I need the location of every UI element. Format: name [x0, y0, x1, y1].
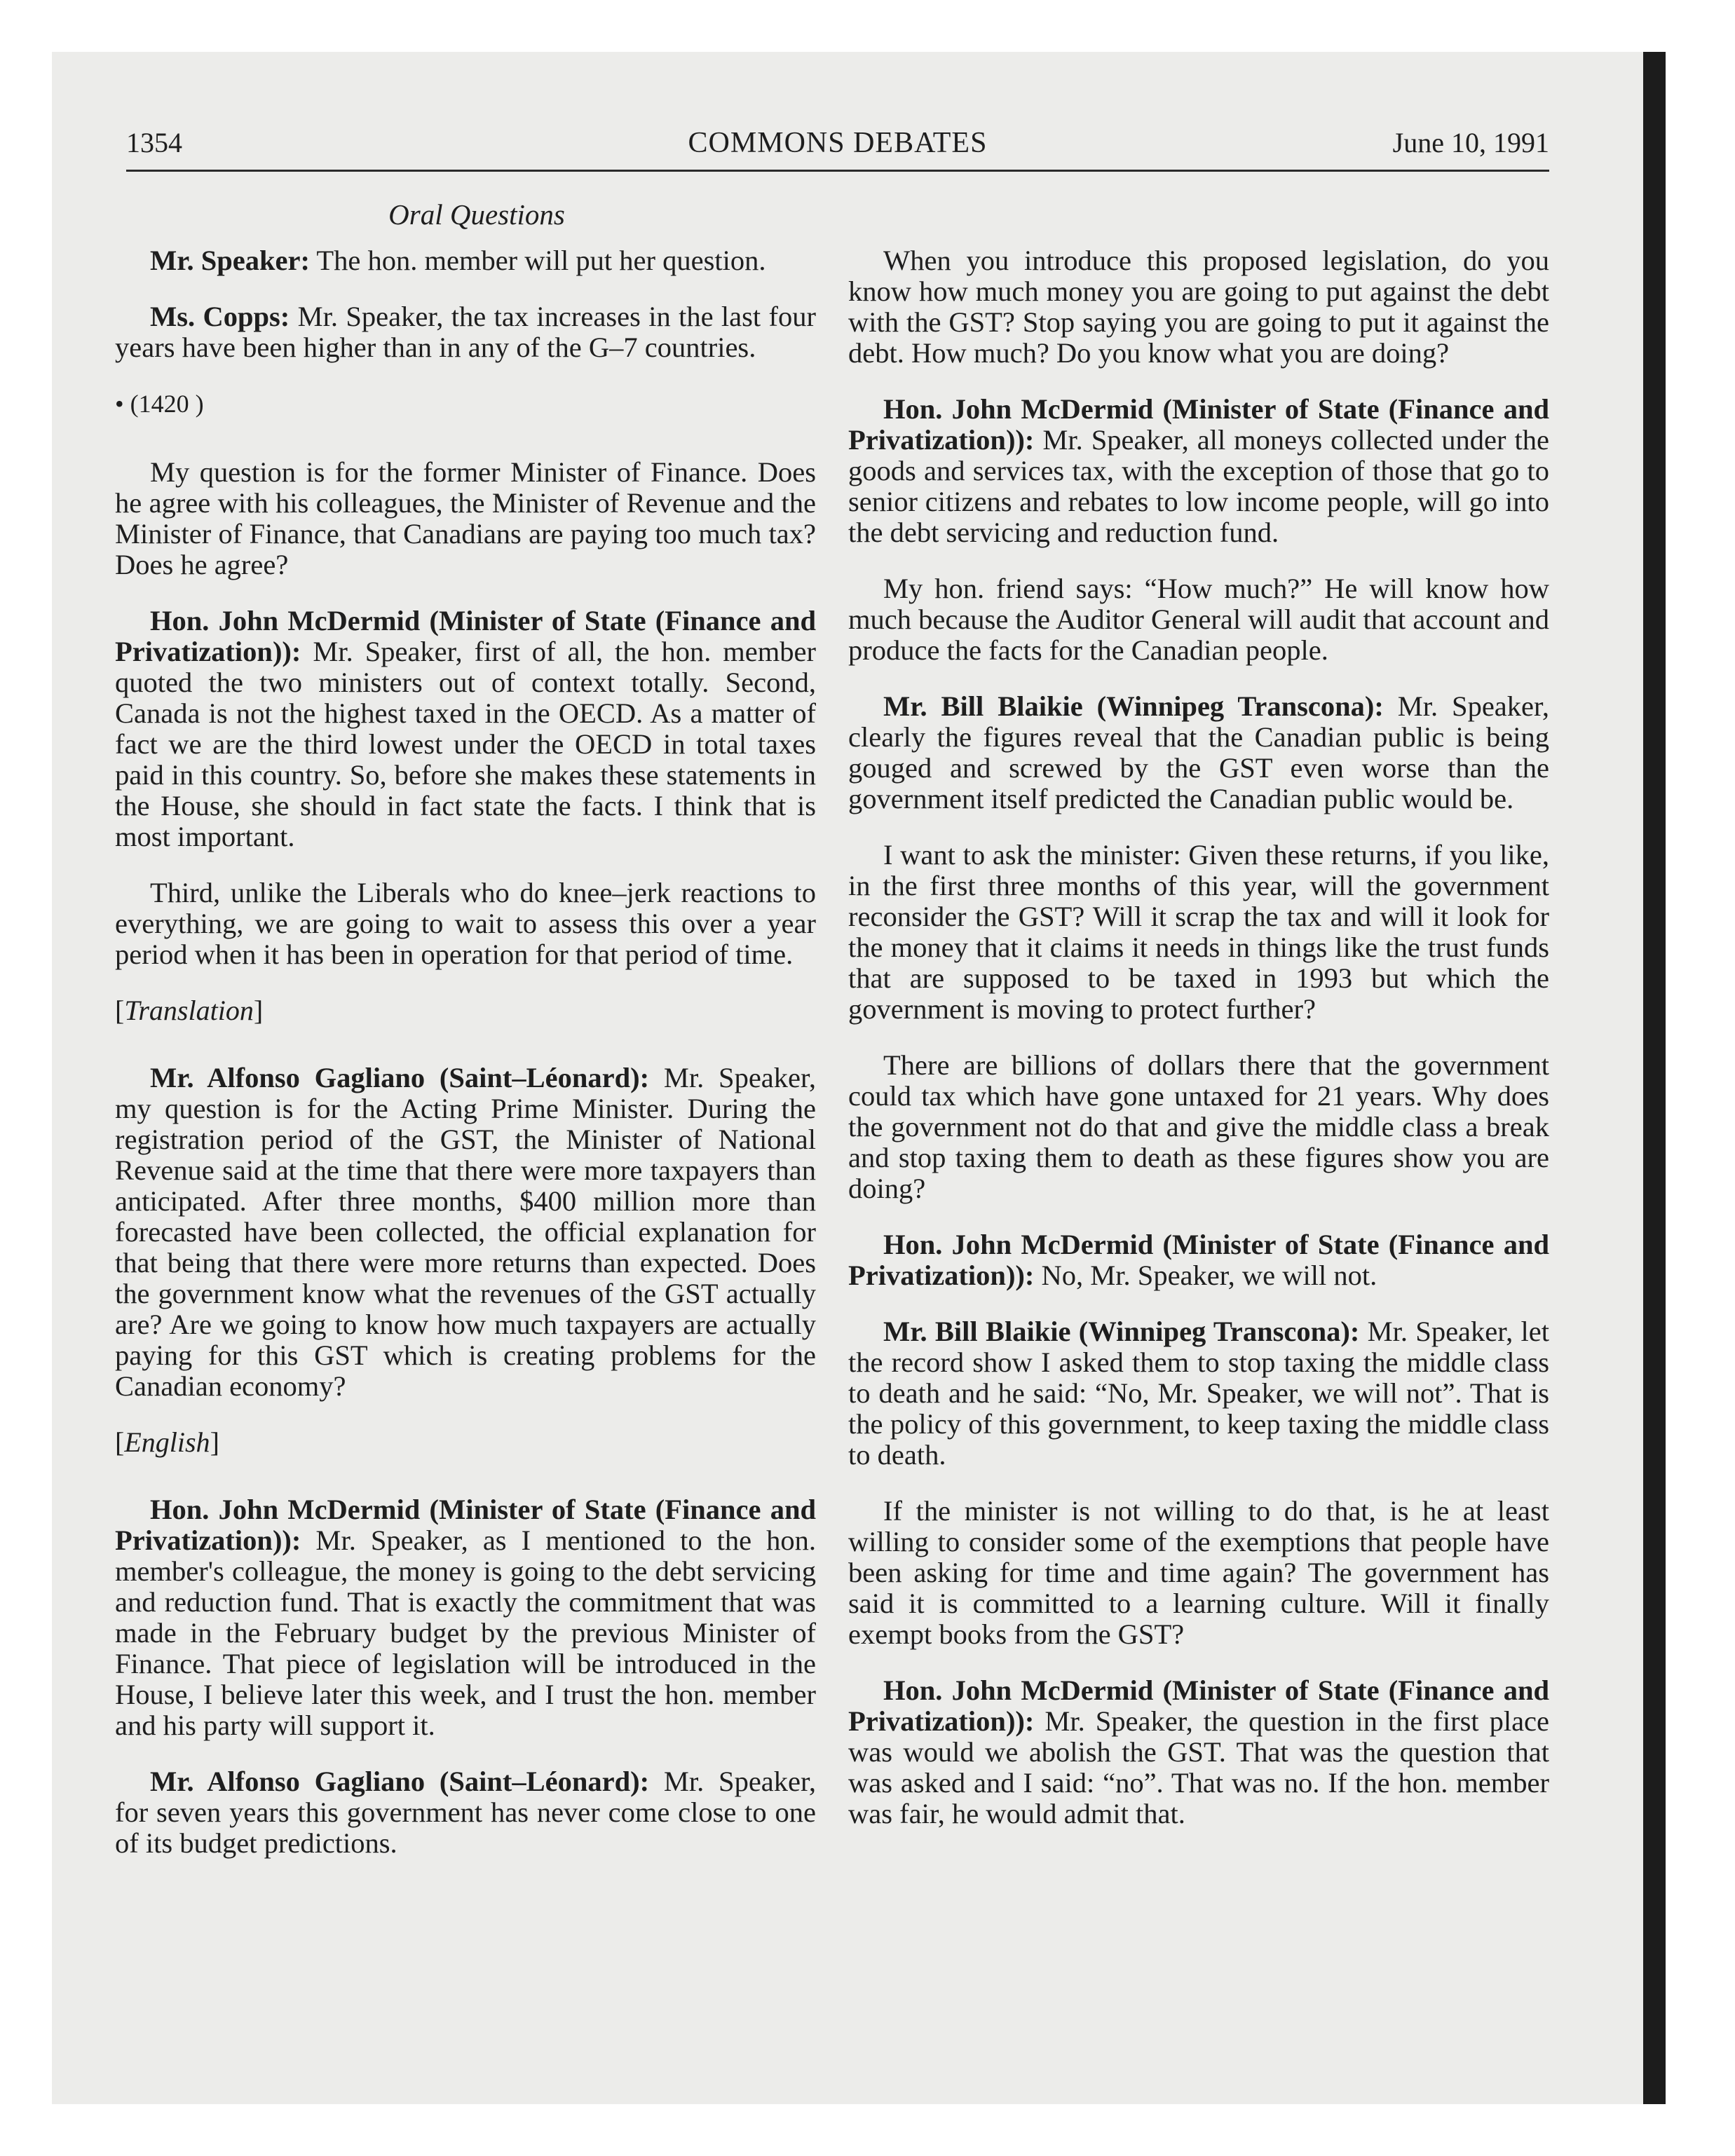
language-label: English: [124, 1426, 210, 1458]
speech-text: When you introduce this proposed legislation, do you know how much money you are going to put against the debt with the GST? Stop saying you are going to put it against the debt. How much? Do you know what you are doing?: [848, 245, 1549, 369]
page-header: [126, 126, 1549, 172]
speech-text: Mr. Speaker, first of all, the hon. member quoted the two ministers out of context totally. Second, Canada is not the highest taxed in the OECD. As a matter of fact we are the third lowest under the OECD in total taxes paid in this country. So, before she makes these statements in the House, she should in fact state the facts. I think that is most important.: [115, 636, 816, 852]
speech-text: I want to ask the minister: Given these returns, if you like, in the first three months of this year, will the government reconsider the GST? Will it scrap the tax and will it look for the money that it claims it needs in things like the trust funds that are supposed to be taxed in 1993 but which the government is moving to protect further?: [848, 839, 1549, 1025]
right-column: [848, 245, 1549, 1855]
speaker-name: Hon. John McDermid (Minister of State (Finance and Privatization)):: [115, 605, 816, 667]
speaker-name: Hon. John McDermid (Minister of State (Finance and Privatization)):: [848, 1229, 1549, 1291]
speech-paragraph: [115, 1063, 816, 1402]
speech-text: Mr. Speaker, for seven years this government has never come close to one of its budget predictions.: [115, 1766, 816, 1859]
speaker-name: Mr. Alfonso Gagliano (Saint–Léonard):: [150, 1766, 650, 1797]
left-column: [115, 245, 816, 1884]
speech-paragraph: [848, 1496, 1549, 1650]
bracket-close: ]: [253, 995, 264, 1026]
speech-text: Mr. Speaker, all moneys collected under the goods and services tax, with the exception of those that go to senior citizens and rebates to low income people, will go into the debt servicing and reduction fund.: [848, 424, 1549, 548]
speech-text: My hon. friend says: “How much?” He will know how much because the Auditor General will audit that account and produce the facts for the Canadian people.: [848, 573, 1549, 666]
speech-text: If the minister is not willing to do that, is he at least willing to consider some of the exemptions that people have been asking for time and time again? The government has said it is committed to a learning culture. Will it finally exempt books from the GST?: [848, 1495, 1549, 1650]
speaker-name: Ms. Copps:: [150, 301, 290, 332]
speech-text: The hon. member will put her question.: [309, 245, 766, 276]
speech-paragraph: [848, 1675, 1549, 1829]
scan-edge-shadow: [1643, 52, 1666, 2104]
speech-paragraph: [848, 245, 1549, 369]
speech-paragraph: [848, 840, 1549, 1025]
speech-text: No, Mr. Speaker, we will not.: [1034, 1260, 1377, 1291]
language-marker-translation: [115, 995, 816, 1026]
speaker-name: Hon. John McDermid (Minister of State (Finance and Privatization)):: [848, 393, 1549, 456]
speech-text: Mr. Speaker, the question in the first place was would we abolish the GST. That was the question that was asked and I said: “no”. That was no. If the hon. member was fair, he would admit that.: [848, 1705, 1549, 1829]
speech-text: Mr. Speaker, let the record show I asked them to stop taxing the middle class to death and he said: “No, Mr. Speaker, we will not”. That is the policy of this government, to keep taxing the middle class to death.: [848, 1316, 1549, 1471]
speech-text: Mr. Speaker, as I mentioned to the hon. member's colleague, the money is going to the debt servicing and reduction fund. That is exactly the commitment that was made in the February budget by the previous Minister of Finance. That piece of legislation will be introduced in the House, I believe later this week, and I trust the hon. member and his party will support it.: [115, 1524, 816, 1741]
speaker-name: Mr. Bill Blaikie (Winnipeg Transcona):: [883, 1316, 1360, 1347]
speech-text: Third, unlike the Liberals who do knee–jerk reactions to everything, we are going to wait to assess this over a year period when it has been in operation for that period of time.: [115, 877, 816, 970]
speech-paragraph: [115, 606, 816, 852]
speech-paragraph: [848, 394, 1549, 548]
speech-paragraph: [115, 1494, 816, 1741]
speech-paragraph: [115, 878, 816, 970]
speech-text: Mr. Speaker, the tax increases in the last four years have been higher than in any of the G–7 countries.: [115, 301, 816, 363]
speech-paragraph: [848, 1316, 1549, 1471]
speaker-name: Mr. Bill Blaikie (Winnipeg Transcona):: [883, 690, 1384, 722]
language-marker-english: [115, 1427, 816, 1458]
speech-text: My question is for the former Minister of Finance. Does he agree with his colleagues, the Minister of Revenue and the Minister of Finance, that Canadians are paying too much tax? Does he agree?: [115, 456, 816, 580]
time-marker: • (1420 ): [115, 390, 204, 418]
speech-paragraph: [848, 573, 1549, 666]
speech-paragraph: [848, 1229, 1549, 1291]
bracket-close: ]: [210, 1426, 219, 1458]
speech-text: There are billions of dollars there that the government could tax which have gone untaxed for 21 years. Why does the government not do that and give the middle class a break and stop taxing them to death as these figures show you are doing?: [848, 1049, 1549, 1204]
page-number: 1354: [126, 127, 182, 158]
speech-text: Mr. Speaker, clearly the figures reveal that the Canadian public is being gouged and screwed by the GST even worse than the government itself predicted the Canadian public would be.: [848, 690, 1549, 814]
speaker-name: Hon. John McDermid (Minister of State (Finance and Privatization)):: [115, 1494, 816, 1556]
speech-text: Mr. Speaker, my question is for the Acting Prime Minister. During the registration period of the GST, the Minister of National Revenue said at the time that there were more taxpayers than anticipated. After three months, $400 million more than forecasted have been collected, the official explanation for that being that there were more returns than expected. Does the government know what the revenues of the GST actually are? Are we going to know how much taxpayers are actually paying for this GST which is creating problems for the Canadian economy?: [115, 1062, 816, 1402]
language-label: Translation: [124, 995, 254, 1026]
speech-paragraph: [115, 245, 816, 276]
bracket-open: [: [115, 1426, 125, 1458]
publication-title: COMMONS DEBATES: [688, 127, 988, 159]
section-label: Oral Questions: [388, 198, 565, 231]
speaker-name: Hon. John McDermid (Minister of State (Finance and Privatization)):: [848, 1674, 1549, 1737]
speech-paragraph: [848, 691, 1549, 814]
speaker-name: Mr. Alfonso Gagliano (Saint–Léonard):: [150, 1062, 650, 1093]
speech-paragraph: [115, 301, 816, 363]
speaker-name: Mr. Speaker:: [150, 245, 310, 276]
speech-paragraph: [115, 457, 816, 580]
speech-paragraph: [115, 1766, 816, 1859]
bracket-open: [: [115, 995, 125, 1026]
page-date: June 10, 1991: [1392, 127, 1549, 158]
speech-paragraph: [848, 1050, 1549, 1204]
